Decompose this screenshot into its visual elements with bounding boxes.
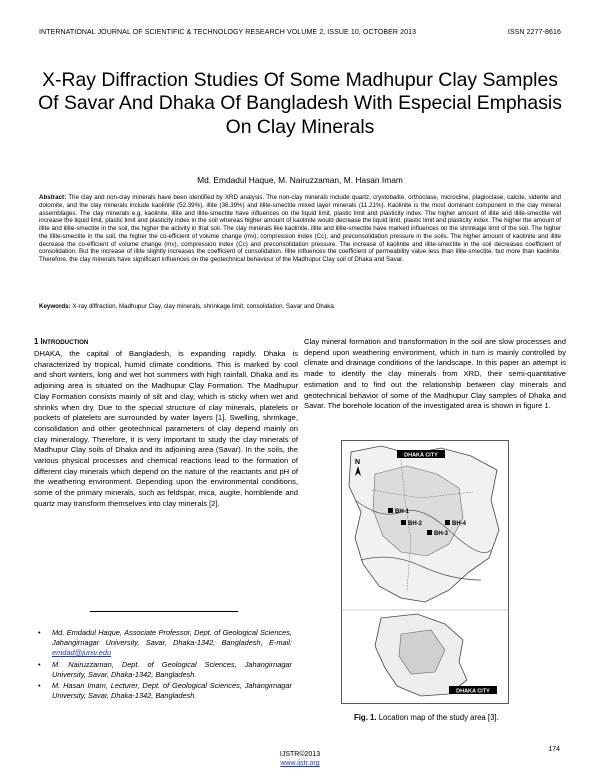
borehole-2-marker	[401, 520, 406, 525]
footnote-1-text: Md. Emdadul Haque, Associate Professor, Dept. of Geological Sciences, Jahangirnagar University, Savar, Dhaka-1342, Bangladesh, E-mail:	[52, 628, 292, 648]
paper-title: X-Ray Diffraction Studies Of Some Madhupur Clay Samples Of Savar And Dhaka Of Bangladesh With Especial Emphasis On Clay Minerals	[38, 68, 562, 138]
figure-caption-label: Fig. 1.	[354, 713, 377, 722]
footnote-author-2: • M. Nairuzzaman, Dept. of Geological Sciences, Jahangirnagar University, Savar, Dhaka-1342, Bangladesh.	[38, 660, 292, 680]
borehole-3-marker	[427, 530, 432, 535]
footnote-rule	[90, 611, 238, 612]
inset-title-label: DHAKA CITY	[456, 688, 490, 695]
abstract-text: The clay and non-clay minerals have been identified by XRD analysis. The non-clay minerals include quartz, crystobalite, orthoclase, microcline, plagioclase, calcite, siderite and dolomite, and the clay minerals include kaolinite (52.39%), illite (36.39%) and illite-smectite mixed layer minerals (11.21%). Kaolinite is the most dominant component in the clay mineral assemblages. The clay minerals e.g. kaolinite, illite and illite-smectite have influences on the liquid limit, plastic limit and plasticity index. The higher amount of illite and illite-smectite will increase the liquid limit, plastic limit and plasticity index in the soil whereas higher amount of kaolinite would decrease the liquid limit, plastic limit and plasticity index. The higher the amount of illite and illite-smectite in the soil, the higher the activity in that soil. The clay minerals like kaolinite, illite and illite-smectite have marked influences on the shrinkage limit of the soil. The higher the illite-smectite in the soil, the higher the co-efficient of volume change (mv), compression index (Cc), and preconsolidation pressure in the soils. The higher amount of kaolinite and illite decrease the co-efficient of volume change (mv), compression index (Cc) and preconsolidation pressure. The increase of kaolinite and illite-smectite in the soil decreases coefficient of consolidation. But the increase of illite slightly increases the coefficient of consolidation. Illite influences the coefficient of permeability value less than illite-smectite, but more than kaolinite. Therefore, the clay minerals have significant influences on the geotechnical behaviour of the Madhupur Clay soil of Dhaka and Savar.	[39, 194, 561, 263]
page-footer	[0, 750, 600, 768]
section-number: 1 I	[34, 337, 43, 346]
location-map-figure	[341, 440, 509, 704]
borehole-4-marker	[445, 520, 450, 525]
journal-header: INTERNATIONAL JOURNAL OF SCIENTIFIC & TECHNOLOGY RESEARCH VOLUME 2, ISSUE 10, OCTOBER 2013	[39, 29, 417, 36]
figure-caption-text: Location map of the study area [3].	[376, 713, 499, 722]
section-heading-introduction	[34, 337, 298, 346]
borehole-1-label: BH-1	[395, 509, 410, 515]
abstract-label: Abstract:	[39, 194, 67, 201]
location-map	[341, 440, 509, 704]
north-arrow-label: N	[355, 459, 361, 466]
section-label: NTRODUCTION	[42, 339, 89, 346]
right-paragraph: Clay mineral formation and transformation in the soil are slow processes and depend upon weathering environment, which in turn is mainly controlled by climate and drainage conditions of the landscape. In this paper an attempt is made to identify the clay minerals from XRD, their semi-quantitative estimation and to find out the relationship between clay minerals and geotechnical behavior of some of the Madhupur Clay samples of Dhaka and Savar. The borehole location of the investigated area is shown in figure 1.	[304, 337, 566, 411]
intro-paragraph: DHAKA, the capital of Bangladesh, is expanding rapidly. Dhaka is characterized by tropical, humid climate conditions. This is marked by cool and short winters, long and wet hot summers with high rainfall. Dhaka and its adjoining area is situated on the Madhupur Clay Formation. The Madhupur Clay Formation consists mainly of silt and clay, which is sticky when wet and shrinks when dry. Due to the special structure of clay minerals, platelets or pockets of platelets are surrounded by water layers [1]. Swelling, shrinkage, consolidation and other geotechnical parameters of clay depend mainly on clay mineralogy. Therefore, it is very important to study the clay minerals of Madhupur Clay soils of Dhaka and its adjoining area (Savar). In the soils, the various physical processes and chemical reactions lead to the formation of different clay minerals which depend on the nature of the reactants and pH of the weathering environment. Depending upon the environmental conditions, some of the primary minerals, such as feldspar, mica, augite, hornblende and quartz may transform themselves into clay minerals [2].	[34, 349, 298, 508]
website-link[interactable]: www.ijstr.org	[280, 760, 320, 767]
page-number: 174	[548, 746, 560, 753]
borehole-3-label: BH-3	[434, 531, 449, 537]
abstract	[39, 194, 561, 264]
publisher-label: IJSTR©2013	[279, 751, 321, 758]
author-list: Md. Emdadul Haque, M. Nairuzzaman, M. Hasan Imam	[197, 175, 403, 185]
issn-header: ISSN 2277-8616	[507, 29, 561, 36]
map-title-label: DHAKA CITY	[404, 452, 438, 459]
keywords-text: X-ray diffraction, Madhupur Clay, clay minerals, shrinkage limit, consolidation, Savar and Dhaka.	[70, 303, 336, 310]
keywords-label: Keywords:	[39, 303, 71, 310]
keywords	[39, 303, 561, 311]
borehole-1-marker	[388, 508, 393, 513]
author-footnotes	[38, 628, 292, 702]
borehole-4-label: BH-4	[452, 521, 467, 527]
left-column	[34, 337, 298, 510]
borehole-2-label: BH-2	[408, 521, 423, 527]
author-email-link[interactable]: emdad@juniv.edu	[52, 648, 112, 658]
figure-caption	[354, 713, 499, 722]
footnote-author-1	[38, 628, 292, 659]
right-column	[304, 337, 566, 412]
footnote-author-3: • M. Hasan Imam, Lecturer, Dept. of Geological Sciences, Jahangirnagar University, Savar, Dhaka-1342, Bangladesh.	[38, 681, 292, 701]
